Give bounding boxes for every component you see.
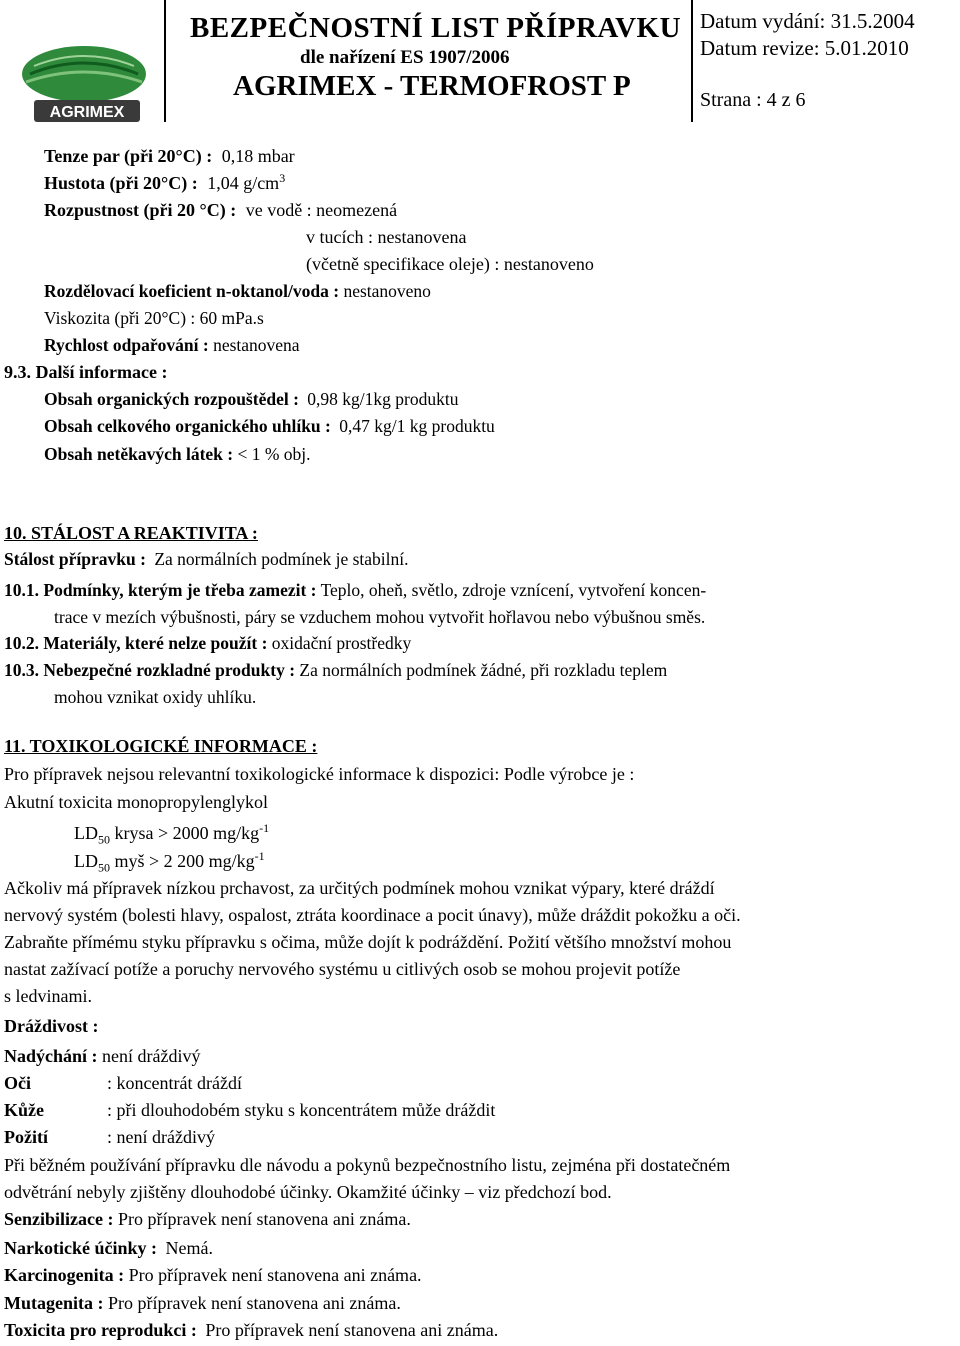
product-name: AGRIMEX - TERMOFROST P <box>233 70 631 102</box>
ld-prefix: LD <box>74 851 98 871</box>
carcinogenicity-value: Pro přípravek není stanovena ani známa. <box>128 1265 422 1285</box>
decomposition-products-row <box>4 660 667 681</box>
stability-label: Stálost přípravku : <box>4 549 146 569</box>
reproductive-toxicity-row <box>4 1320 498 1341</box>
density-row <box>44 173 285 194</box>
toxicity-paragraph-line-2: nervový systém (bolesti hlavy, ospalost, ztráta koordinace a pocit únavy), může dráždit pokožku a oči. <box>4 905 741 925</box>
decomposition-products-value-cont: mohou vznikat oxidy uhlíku. <box>54 687 257 707</box>
stability-value: Za normálních podmínek je stabilní. <box>154 549 409 569</box>
solubility-oil: (včetně specifikace oleje) : nestanoveno <box>306 254 594 274</box>
carcinogenicity-row <box>4 1265 422 1286</box>
sensitization-label: Senzibilizace : <box>4 1209 114 1229</box>
irritation-heading: Dráždivost : <box>4 1016 99 1036</box>
solubility-fats: v tucích : nestanovena <box>306 227 467 247</box>
density-label: Hustota (při 20°C) : <box>44 173 198 193</box>
ld-prefix: LD <box>74 823 98 843</box>
conditions-avoid-row <box>4 580 706 601</box>
decomposition-products-value: Za normálních podmínek žádné, při rozkladu teplem <box>299 660 668 680</box>
ld50-rat <box>74 821 270 847</box>
solvents-row <box>44 389 458 410</box>
evaporation-row <box>44 335 300 356</box>
ld50-rat-value: krysa > 2000 mg/kg <box>114 823 260 843</box>
eyes-label: Oči <box>4 1073 31 1093</box>
nonvolatile-value: < 1 % obj. <box>237 444 311 464</box>
ld50-rat-exponent: -1 <box>259 821 270 835</box>
viscosity-label: Viskozita (při 20°C) : <box>44 308 196 328</box>
acute-toxicity-heading: Akutní toxicita monopropylenglykol <box>4 792 268 812</box>
decomposition-products-label: 10.3. Nebezpečné rozkladné produkty : <box>4 660 296 680</box>
eyes-value: : koncentrát dráždí <box>107 1073 242 1093</box>
viscosity-value: 60 mPa.s <box>199 308 264 328</box>
ld50-mouse-value: myš > 2 200 mg/kg <box>114 851 255 871</box>
vapor-pressure-value: 0,18 mbar <box>221 146 295 166</box>
inhalation-value: není dráždivý <box>102 1046 201 1066</box>
conditions-avoid-value-cont: trace v mezích výbušnosti, páry se vzduchem mohou vytvořit hořlavou nebo výbušnou směs. <box>54 607 706 627</box>
ingestion-label: Požití <box>4 1127 48 1147</box>
conditions-avoid-label: 10.1. Podmínky, kterým je třeba zamezit : <box>4 580 317 600</box>
toxicology-intro: Pro přípravek nejsou relevantní toxikologické informace k dispozici: Podle výrobce je : <box>4 764 635 784</box>
solubility-label: Rozpustnost (při 20 °C) : <box>44 200 237 220</box>
header-divider-left <box>164 0 166 122</box>
long-term-paragraph-line-2: odvětrání nebyly zjištěny dlouhodobé účinky. Okamžité účinky – viz předchozí bod. <box>4 1182 612 1202</box>
nonvolatile-label: Obsah netěkavých látek : <box>44 444 234 464</box>
reproductive-toxicity-label: Toxicita pro reprodukci : <box>4 1320 197 1340</box>
narcotic-label: Narkotické účinky : <box>4 1238 157 1258</box>
mutagenicity-label: Mutagenita : <box>4 1293 104 1313</box>
solubility-water: ve vodě : neomezená <box>245 200 398 220</box>
section-11-heading: 11. TOXIKOLOGICKÉ INFORMACE : <box>4 736 318 756</box>
document-title: BEZPEČNOSTNÍ LIST PŘÍPRAVKU <box>190 12 682 44</box>
viscosity-row <box>44 308 264 329</box>
revision-date: Datum revize: 5.01.2010 <box>700 36 909 60</box>
toxicity-paragraph-line-3: Zabraňte přímému styku přípravku s očima, může dojít k podráždění. Požití většího množství mohou <box>4 932 732 952</box>
incompatible-materials-label: 10.2. Materiály, které nelze použít : <box>4 633 268 653</box>
ld-subscript: 50 <box>98 860 110 875</box>
page-number: Strana : 4 z 6 <box>700 89 806 111</box>
ld-subscript: 50 <box>98 832 110 847</box>
ld50-mouse-exponent: -1 <box>254 849 265 863</box>
carcinogenicity-label: Karcinogenita : <box>4 1265 125 1285</box>
mutagenicity-row <box>4 1293 401 1314</box>
nonvolatile-row <box>44 444 311 465</box>
carbon-row <box>44 416 495 437</box>
evaporation-label: Rychlost odpařování : <box>44 335 209 355</box>
carbon-label: Obsah celkového organického uhlíku : <box>44 416 331 436</box>
company-logo <box>12 44 162 128</box>
section-9-3-heading: 9.3. Další informace : <box>4 362 168 382</box>
ingestion-value: : není dráždivý <box>107 1127 215 1147</box>
logo-text: AGRIMEX <box>49 104 125 121</box>
inhalation-label: Nadýchání : <box>4 1046 98 1066</box>
ld50-mouse <box>74 849 265 875</box>
vapor-pressure-row <box>44 146 295 167</box>
stability-row <box>4 549 409 570</box>
sensitization-row <box>4 1209 411 1230</box>
carbon-value: 0,47 kg/1 kg produktu <box>339 416 495 436</box>
mutagenicity-value: Pro přípravek není stanovena ani známa. <box>107 1293 401 1313</box>
regulation-reference: dle nařízení ES 1907/2006 <box>300 47 510 68</box>
inhalation-row <box>4 1046 200 1067</box>
solvents-value: 0,98 kg/1kg produktu <box>307 389 459 409</box>
toxicity-paragraph-line-5: s ledvinami. <box>4 986 92 1006</box>
skin-label: Kůže <box>4 1100 44 1120</box>
long-term-paragraph-line-1: Při běžném používání přípravku dle návodu a pokynů bezpečnostního listu, zejména při dostatečném <box>4 1155 731 1175</box>
sensitization-value: Pro přípravek není stanovena ani známa. <box>117 1209 411 1229</box>
conditions-avoid-value: Teplo, oheň, světlo, zdroje vznícení, vytvoření koncen- <box>320 580 707 600</box>
toxicity-paragraph-line-1: Ačkoliv má přípravek nízkou prchavost, za určitých podmínek mohou vznikat výpary, které dráždí <box>4 878 715 898</box>
header-divider-right <box>691 0 693 122</box>
skin-value: : při dlouhodobém styku s koncentrátem může dráždit <box>107 1100 496 1120</box>
solvents-label: Obsah organických rozpouštědel : <box>44 389 299 409</box>
partition-row <box>44 281 431 302</box>
incompatible-materials-value: oxidační prostředky <box>271 633 412 653</box>
reproductive-toxicity-value: Pro přípravek není stanovena ani známa. <box>205 1320 499 1340</box>
density-unit-exponent: 3 <box>279 171 286 185</box>
solubility-row <box>44 200 397 221</box>
issue-date: Datum vydání: 31.5.2004 <box>700 9 915 33</box>
narcotic-value: Nemá. <box>165 1238 213 1258</box>
vapor-pressure-label: Tenze par (při 20°C) : <box>44 146 213 166</box>
section-10-heading: 10. STÁLOST A REAKTIVITA : <box>4 523 258 543</box>
partition-value: nestanoveno <box>343 281 431 301</box>
density-value: 1,04 g/cm <box>207 173 280 193</box>
evaporation-value: nestanovena <box>213 335 300 355</box>
partition-label: Rozdělovací koeficient n-oktanol/voda : <box>44 281 340 301</box>
narcotic-row <box>4 1238 213 1259</box>
incompatible-materials-row <box>4 633 411 654</box>
toxicity-paragraph-line-4: nastat zažívací potíže a poruchy nervového systému u citlivých osob se mohou projevit potíže <box>4 959 681 979</box>
